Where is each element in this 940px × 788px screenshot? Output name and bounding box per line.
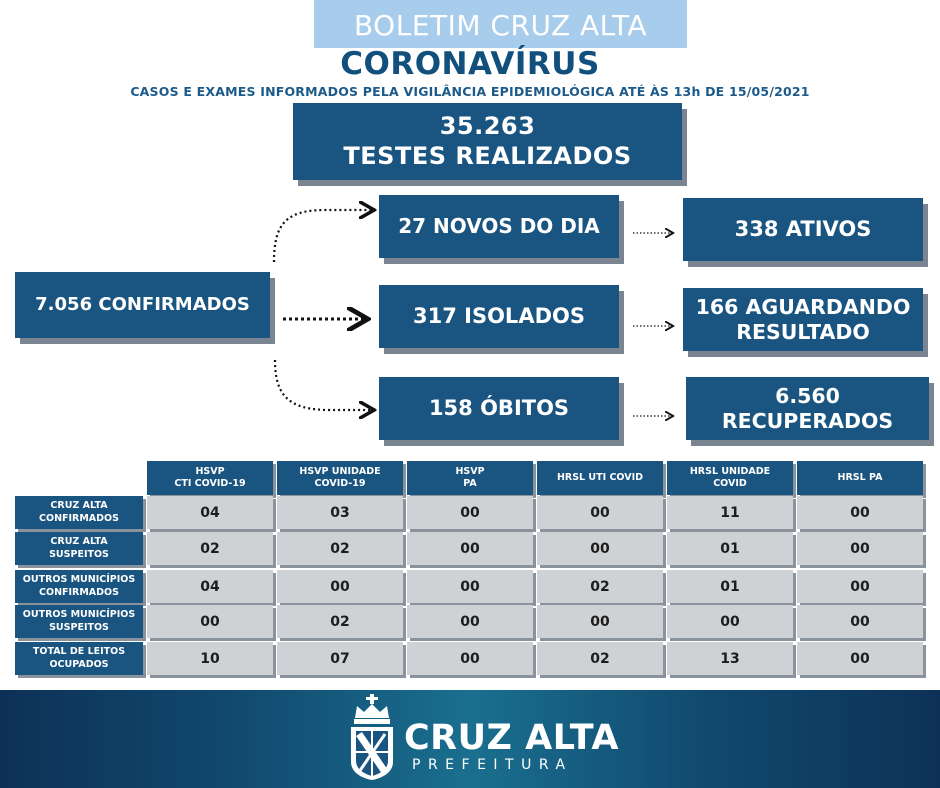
table-cell: 01 xyxy=(667,570,793,603)
table-cell: 00 xyxy=(407,532,533,565)
row-label-line2: OCUPADOS xyxy=(49,658,109,670)
table-cell: 13 xyxy=(667,642,793,675)
column-header xyxy=(797,461,923,495)
recovered-box xyxy=(686,377,929,440)
bulletin-subtitle: CORONAVÍRUS xyxy=(340,46,600,82)
table-cell: 00 xyxy=(537,605,663,638)
isolated-box xyxy=(379,285,619,348)
row-label-line2: SUSPEITOS xyxy=(49,548,109,560)
confirmed-label: 7.056 CONFIRMADOS xyxy=(35,294,250,316)
table-cell: 00 xyxy=(797,532,923,565)
table-cell: 02 xyxy=(277,532,403,565)
deaths-label: 158 ÓBITOS xyxy=(428,395,570,420)
recovered-line1: 6.560 xyxy=(775,383,840,408)
table-cell: 04 xyxy=(147,570,273,603)
deaths-box xyxy=(379,377,619,440)
table-cell: 02 xyxy=(277,605,403,638)
table-cell: 04 xyxy=(147,496,273,529)
active-label: 338 ATIVOS xyxy=(734,216,872,241)
table-cell: 07 xyxy=(277,642,403,675)
bulletin-title: BOLETIM CRUZ ALTA xyxy=(314,0,687,48)
table-cell: 00 xyxy=(407,605,533,638)
table-cell: 00 xyxy=(537,532,663,565)
table-cell: 00 xyxy=(277,570,403,603)
new-today-label: 27 NOVOS DO DIA xyxy=(398,214,600,239)
row-label xyxy=(15,532,143,565)
city-crest-icon xyxy=(347,694,397,782)
awaiting-line1: 166 AGUARDANDO xyxy=(695,294,911,319)
recovered-line2: RECUPERADOS xyxy=(721,408,894,433)
column-header-line1: HSVP xyxy=(195,466,225,478)
column-header-line2: PA xyxy=(463,478,477,489)
footer-subtitle: PREFEITURA xyxy=(412,757,573,773)
table-cell: 02 xyxy=(537,570,663,603)
table-cell: 02 xyxy=(147,532,273,565)
footer-city-name: CRUZ ALTA xyxy=(404,718,619,758)
row-label xyxy=(15,642,143,675)
awaiting-line2: RESULTADO xyxy=(736,319,870,344)
column-header xyxy=(277,461,403,495)
arrow-to-new xyxy=(274,210,372,262)
column-header-line1: HSVP UNIDADE xyxy=(299,466,381,478)
confirmed-box xyxy=(15,272,270,338)
bulletin-caption: CASOS E EXAMES INFORMADOS PELA VIGILÂNCIA EPIDEMIOLÓGICA ATÉ ÀS 13h DE 15/05/2021 xyxy=(130,84,810,99)
tests-label: TESTES REALIZADOS xyxy=(343,141,632,170)
table-cell: 02 xyxy=(537,642,663,675)
active-box xyxy=(683,198,923,261)
table-cell: 00 xyxy=(407,570,533,603)
table-cell: 10 xyxy=(147,642,273,675)
row-label xyxy=(15,570,143,603)
table-cell: 00 xyxy=(797,605,923,638)
column-header xyxy=(407,461,533,495)
column-header-line2: COVID xyxy=(713,478,747,489)
table-cell: 00 xyxy=(797,496,923,529)
table-cell: 00 xyxy=(537,496,663,529)
table-cell: 11 xyxy=(667,496,793,529)
column-header-line1: HRSL UNIDADE xyxy=(689,466,771,478)
awaiting-box xyxy=(683,288,923,351)
row-label-line2: CONFIRMADOS xyxy=(39,512,119,524)
table-cell: 00 xyxy=(667,605,793,638)
row-label-line1: CRUZ ALTA xyxy=(50,500,108,512)
column-header xyxy=(667,461,793,495)
tests-count: 35.263 xyxy=(439,112,536,141)
row-label-line2: CONFIRMADOS xyxy=(39,586,119,598)
table-cell: 03 xyxy=(277,496,403,529)
table-cell: 01 xyxy=(667,532,793,565)
column-header-line1: HRSL UTI COVID xyxy=(556,472,644,484)
row-label-line1: OUTROS MUNICÍPIOS xyxy=(22,574,136,586)
row-label-line1: TOTAL DE LEITOS xyxy=(32,646,126,658)
column-header xyxy=(147,461,273,495)
column-header-line1: HRSL PA xyxy=(837,472,883,484)
table-cell: 00 xyxy=(797,570,923,603)
isolated-label: 317 ISOLADOS xyxy=(413,303,585,328)
table-cell: 00 xyxy=(147,605,273,638)
table-cell: 00 xyxy=(407,642,533,675)
column-header xyxy=(537,461,663,495)
arrow-to-deaths xyxy=(275,360,372,410)
new-today-box xyxy=(379,195,619,258)
column-header-line2: COVID-19 xyxy=(314,478,366,489)
row-label xyxy=(15,496,143,529)
table-cell: 00 xyxy=(797,642,923,675)
row-label-line2: SUSPEITOS xyxy=(49,621,109,633)
column-header-line1: HSVP xyxy=(455,466,485,478)
row-label-line1: OUTROS MUNICÍPIOS xyxy=(22,609,136,621)
column-header-line2: CTI COVID-19 xyxy=(174,478,246,489)
row-label-line1: CRUZ ALTA xyxy=(50,536,108,548)
row-label xyxy=(15,605,143,638)
table-cell: 00 xyxy=(407,496,533,529)
